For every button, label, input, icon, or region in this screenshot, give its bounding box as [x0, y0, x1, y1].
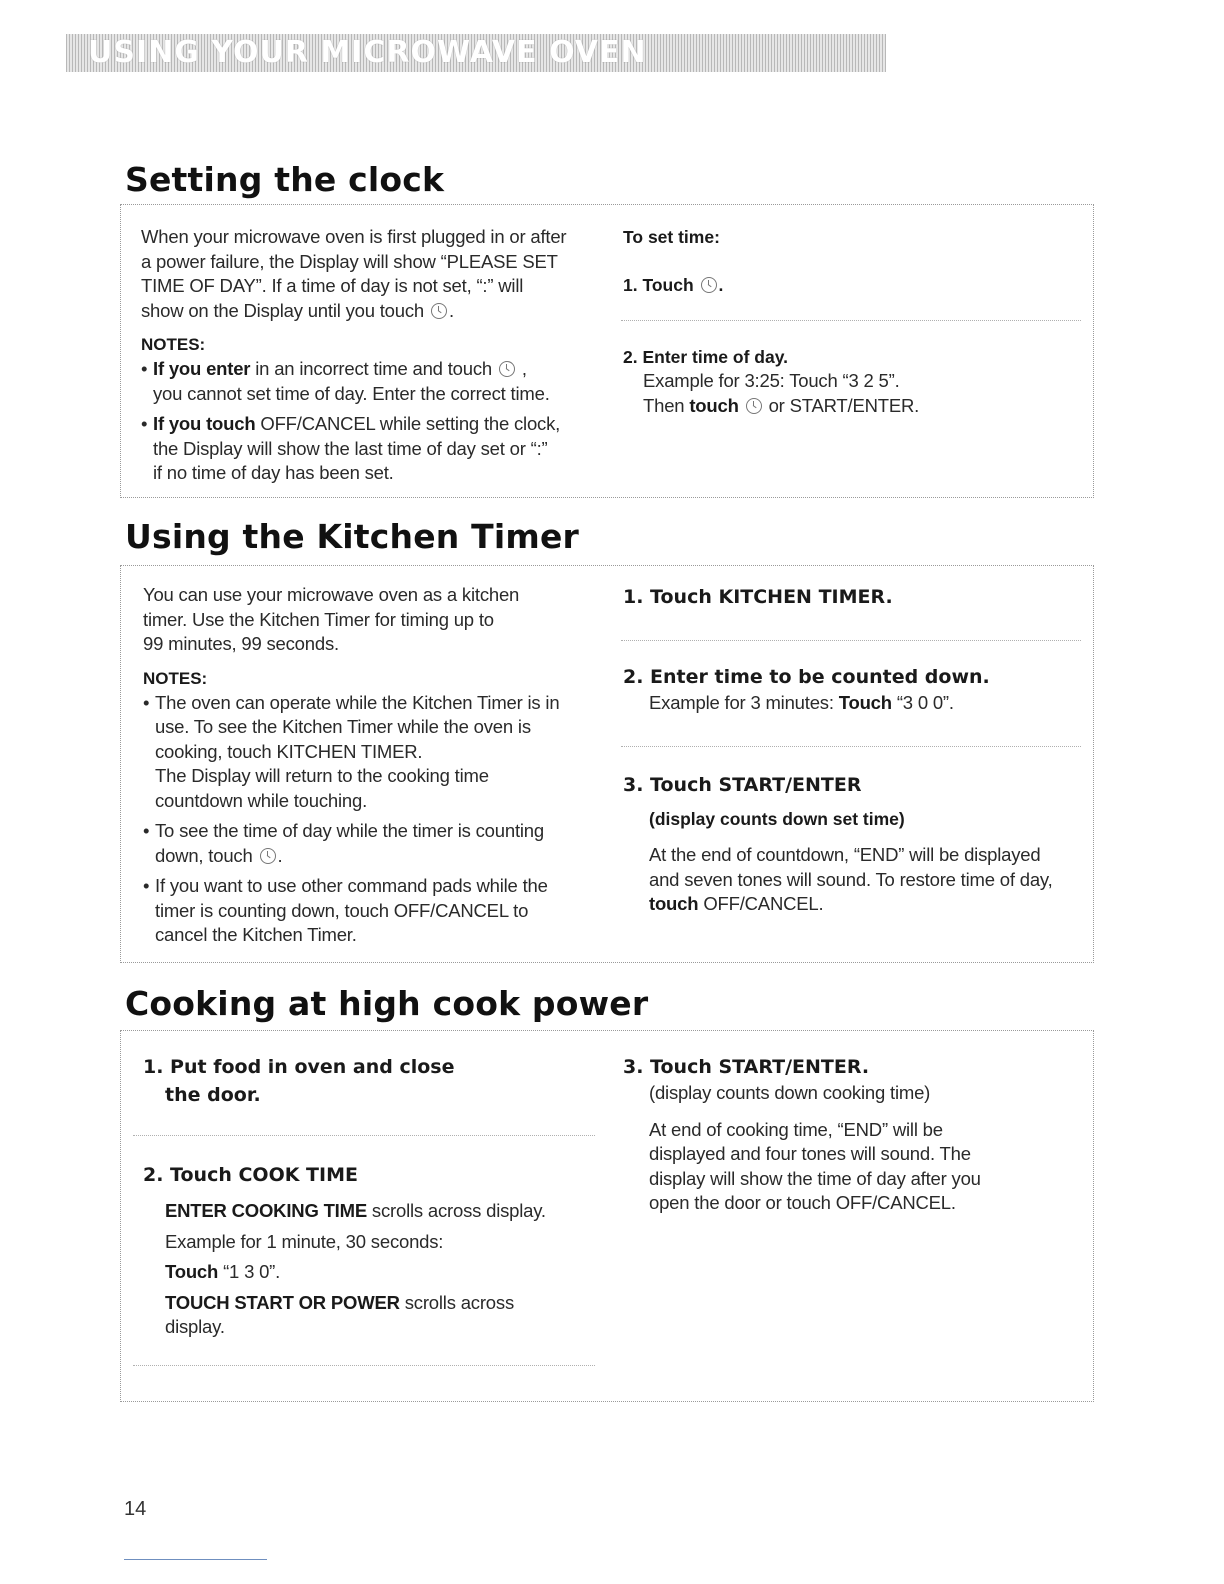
- timer-intro-line: You can use your microwave oven as a kitchen: [143, 584, 520, 605]
- clock-intro-line: TIME OF DAY”. If a time of day is not set, “:” will: [141, 275, 524, 296]
- cook-divider: [133, 1365, 595, 1366]
- clock-icon: [431, 303, 447, 319]
- cook-step-2-line: TOUCH START OR POWER scrolls across: [165, 1291, 514, 1313]
- timer-left-column: [143, 583, 613, 948]
- clock-step-2: [623, 345, 1083, 418]
- timer-step-3-line: and seven tones will sound. To restore time of day,: [649, 868, 1053, 890]
- cook-step-3-line: displayed and four tones will sound. The: [649, 1143, 971, 1164]
- clock-divider: [621, 320, 1081, 321]
- timer-step-3-subtitle: (display counts down set time): [649, 809, 905, 829]
- timer-step-2: [623, 663, 1083, 716]
- timer-box: [120, 565, 1094, 963]
- timer-step-3-line: touch OFF/CANCEL.: [649, 893, 824, 914]
- cook-step-3: [623, 1053, 1083, 1216]
- clock-box: [120, 204, 1094, 498]
- timer-step-3-line: At the end of countdown, “END” will be displayed: [649, 844, 1041, 865]
- clock-left-column: [141, 225, 611, 486]
- clock-icon: [746, 398, 762, 414]
- cook-step-2-line: Touch “1 3 0”.: [165, 1261, 281, 1282]
- timer-note-2: • To see the time of day while the timer is counting down, touch .: [143, 820, 544, 866]
- timer-note-3: • If you want to use other command pads while the timer is counting down, touch OFF/CANCEL to cancel the Kitchen Timer.: [143, 875, 548, 945]
- clock-notes-label: NOTES:: [141, 335, 206, 354]
- section-title-timer: Using the Kitchen Timer: [125, 517, 580, 556]
- header-bar: [66, 34, 886, 72]
- clock-icon: [499, 361, 515, 377]
- cook-box: [120, 1030, 1094, 1402]
- clock-intro-line: show on the Display until you touch .: [141, 299, 454, 321]
- timer-intro-line: 99 minutes, 99 seconds.: [143, 633, 339, 654]
- section-title-cook: Cooking at high cook power: [125, 984, 649, 1023]
- cook-step-3-line: open the door or touch OFF/CANCEL.: [649, 1192, 956, 1213]
- page-number: 14: [124, 1498, 147, 1520]
- cook-step-3-subtitle: (display counts down cooking time): [649, 1082, 931, 1103]
- cook-step-1: [143, 1053, 613, 1109]
- timer-step-1-title: 1. Touch KITCHEN TIMER.: [623, 586, 893, 608]
- cook-step-1-line: 1. Put food in oven and close: [143, 1056, 455, 1078]
- clock-to-set-label: To set time:: [623, 227, 720, 247]
- cook-step-3-line: At end of cooking time, “END” will be: [649, 1118, 943, 1140]
- cook-step-2-line: display.: [165, 1316, 225, 1337]
- clock-step-2-line: Then touch or START/ENTER.: [643, 394, 920, 416]
- timer-step-2-title: 2. Enter time to be counted down.: [623, 666, 990, 688]
- cook-step-2-title: 2. Touch COOK TIME: [143, 1164, 358, 1186]
- timer-divider: [621, 640, 1081, 641]
- section-title-clock: Setting the clock: [125, 160, 445, 199]
- timer-step-3: [623, 771, 1093, 917]
- clock-note-1: • If you enter in an incorrect time and touch , you cannot set time of day. Enter the correct time.: [141, 358, 550, 404]
- timer-intro-line: timer. Use the Kitchen Timer for timing up to: [143, 608, 494, 630]
- clock-right-column: [623, 225, 1083, 297]
- clock-icon: [260, 848, 276, 864]
- timer-notes-label: NOTES:: [143, 668, 208, 688]
- footer-rule: [124, 1559, 267, 1560]
- clock-step-2-line: Example for 3:25: Touch “3 2 5”.: [643, 370, 900, 391]
- timer-note-1: • The oven can operate while the Kitchen Timer is in use. To see the Kitchen Timer while the oven is cooking, touch KITCHEN TIMER. The Display will return to the cooking time countdown while touching.: [143, 691, 560, 811]
- cook-step-2: [143, 1161, 613, 1340]
- cook-step-3-title: 3. Touch START/ENTER.: [623, 1056, 870, 1078]
- cook-step-2-line: ENTER COOKING TIME scrolls across display.: [165, 1200, 546, 1221]
- timer-step-1: [623, 583, 1083, 611]
- cook-step-1-line: the door.: [165, 1084, 261, 1106]
- timer-step-2-line: Example for 3 minutes: Touch “3 0 0”.: [649, 692, 954, 713]
- clock-step-2-title: 2. Enter time of day.: [623, 347, 788, 367]
- header-title: USING YOUR MICROWAVE OVEN: [88, 35, 647, 70]
- cook-divider: [133, 1135, 595, 1136]
- cook-step-2-line: Example for 1 minute, 30 seconds:: [165, 1230, 444, 1252]
- clock-intro-line: a power failure, the Display will show “PLEASE SET: [141, 250, 558, 272]
- cook-step-3-line: display will show the time of day after you: [649, 1167, 981, 1189]
- timer-step-3-title: 3. Touch START/ENTER: [623, 774, 862, 796]
- clock-note-2: • If you touch OFF/CANCEL while setting the clock, the Display will show the last time of day set or “:” if no time of day has been set.: [141, 413, 561, 483]
- clock-step-1: 1. Touch .: [623, 275, 724, 295]
- timer-divider: [621, 746, 1081, 747]
- clock-icon: [701, 277, 717, 293]
- clock-intro-line: When your microwave oven is first plugged in or after: [141, 226, 567, 247]
